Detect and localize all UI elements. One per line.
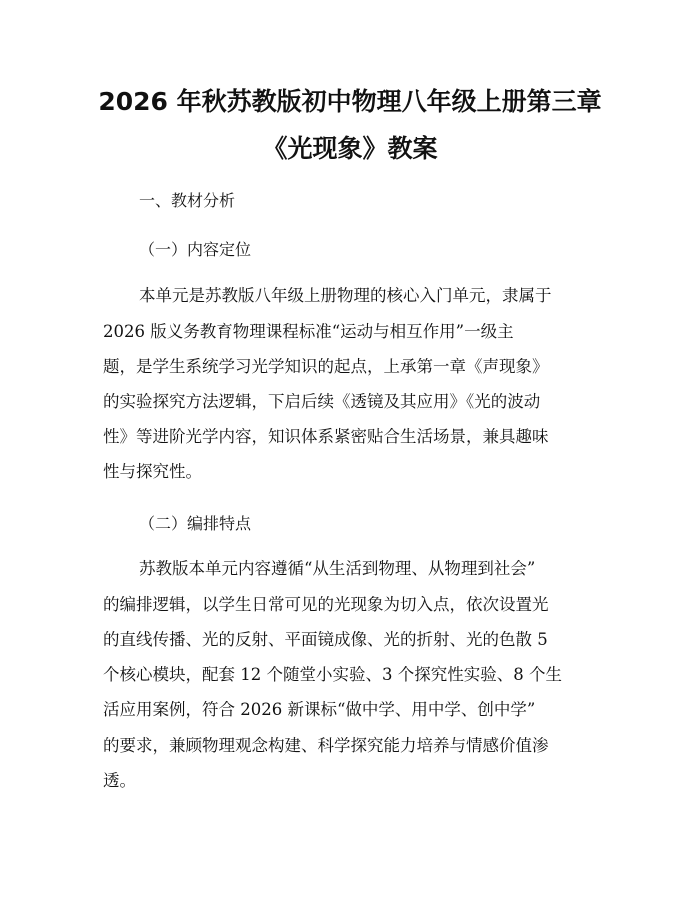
paragraph-line: 的实验探究方法逻辑，下启后续《透镜及其应用》《光的波动 xyxy=(103,392,541,411)
section-heading-textbook-analysis: 一、教材分析 xyxy=(139,191,236,210)
paragraph-line: 的编排逻辑，以学生日常可见的光现象为切入点，依次设置光 xyxy=(103,595,549,614)
paragraph-line: 的直线传播、光的反射、平面镜成像、光的折射、光的色散 5 xyxy=(103,630,548,649)
paragraph-line: 苏教版本单元内容遵循“从生活到物理、从物理到社会” xyxy=(139,559,536,578)
paragraph-line: 的要求，兼顾物理观念构建、科学探究能力培养与情感价值渗 xyxy=(103,736,549,755)
document-title-line-2: 《光现象》教案 xyxy=(262,134,438,163)
document-title-line-1: 2026 年秋苏教版初中物理八年级上册第三章 xyxy=(98,87,602,116)
paragraph-line: 性》等进阶光学内容，知识体系紧密贴合生活场景，兼具趣味 xyxy=(103,427,549,446)
paragraph-line: 活应用案例，符合 2026 新课标“做中学、用中学、创中学” xyxy=(103,700,536,719)
subsection-heading-arrangement-features: （二）编排特点 xyxy=(139,514,252,533)
paragraph-line: 题，是学生系统学习光学知识的起点，上承第一章《声现象》 xyxy=(103,357,549,376)
paragraph-line: 性与探究性。 xyxy=(103,462,202,481)
paragraph-line: 透。 xyxy=(103,771,136,790)
paragraph-line: 2026 版义务教育物理课程标准“运动与相互作用”一级主 xyxy=(103,322,514,341)
paragraph-line: 本单元是苏教版八年级上册物理的核心入门单元，隶属于 xyxy=(139,286,552,305)
subsection-heading-content-positioning: （一）内容定位 xyxy=(139,240,252,259)
paragraph-line: 个核心模块，配套 12 个随堂小实验、3 个探究性实验、8 个生 xyxy=(103,665,562,684)
